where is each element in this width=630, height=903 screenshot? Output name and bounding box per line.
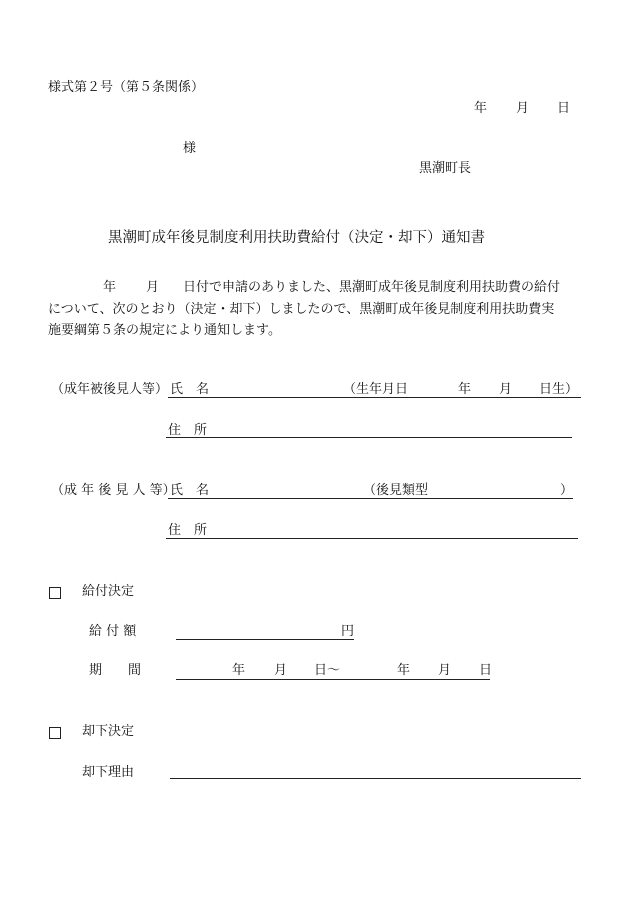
grant-checkbox[interactable] xyxy=(49,587,61,599)
reject-reason-label: 却下理由 xyxy=(82,765,135,780)
period-from-day: 日～ xyxy=(314,663,341,678)
guardian-address-label: 住 所 xyxy=(168,523,208,538)
ward-address-label: 住 所 xyxy=(168,423,208,438)
ward-birth-year: 年 xyxy=(458,382,472,397)
period-from-month: 月 xyxy=(274,663,288,678)
grant-amount-label: 給 付 額 xyxy=(89,624,137,639)
reject-checkbox-label: 却下決定 xyxy=(82,724,135,739)
date-year: 年 xyxy=(474,101,488,116)
period-from-year: 年 xyxy=(232,663,246,678)
body-year: 年 xyxy=(103,280,117,295)
body-line2-text: について、次のとおり（決定・却下）しましたので、黒潮町成年後見制度利用扶助費実 xyxy=(48,302,555,317)
ward-birth-label: （生年月日 xyxy=(343,382,409,397)
recipient-honorific: 様 xyxy=(183,141,197,156)
form-number-label: 様式第２号（第５条関係） xyxy=(48,80,205,95)
period-to-month: 月 xyxy=(438,663,452,678)
body-line3-text: 施要綱第５条の規定により通知します。 xyxy=(48,323,281,338)
issuer-name: 黒潮町長 xyxy=(419,161,472,176)
reject-reason-underline[interactable] xyxy=(170,778,581,779)
grant-amount-unit: 円 xyxy=(341,624,355,639)
grant-period-underline[interactable] xyxy=(176,679,490,680)
date-day: 日 xyxy=(557,101,571,116)
period-to-year: 年 xyxy=(397,663,411,678)
grant-amount-underline[interactable] xyxy=(176,639,354,640)
guardian-name-underline[interactable] xyxy=(168,498,573,499)
grant-period-label: 期 間 xyxy=(89,663,142,678)
ward-address-underline[interactable] xyxy=(166,437,572,438)
period-to-day: 日 xyxy=(479,663,493,678)
guardian-address-underline[interactable] xyxy=(166,538,578,539)
grant-checkbox-label: 給付決定 xyxy=(82,584,135,599)
guardian-type-close: ） xyxy=(560,483,574,498)
ward-birth-day: 日生） xyxy=(539,382,579,397)
guardian-type-label: （後見類型 xyxy=(363,483,429,498)
guardian-section-label: （成 年 後 見 人 等） xyxy=(51,483,176,498)
ward-section-label: （成年被後見人等） xyxy=(51,382,169,397)
ward-name-underline[interactable] xyxy=(168,397,581,398)
guardian-name-label: 氏 名 xyxy=(170,483,210,498)
ward-birth-month: 月 xyxy=(499,382,513,397)
reject-checkbox[interactable] xyxy=(49,727,61,739)
body-line1-text: 日付で申請のありました、黒潮町成年後見制度利用扶助費の給付 xyxy=(183,280,561,295)
body-month: 月 xyxy=(146,280,160,295)
document-title: 黒潮町成年後見制度利用扶助費給付（決定・却下）通知書 xyxy=(108,230,485,246)
date-month: 月 xyxy=(516,101,530,116)
ward-name-label: 氏 名 xyxy=(170,382,210,397)
